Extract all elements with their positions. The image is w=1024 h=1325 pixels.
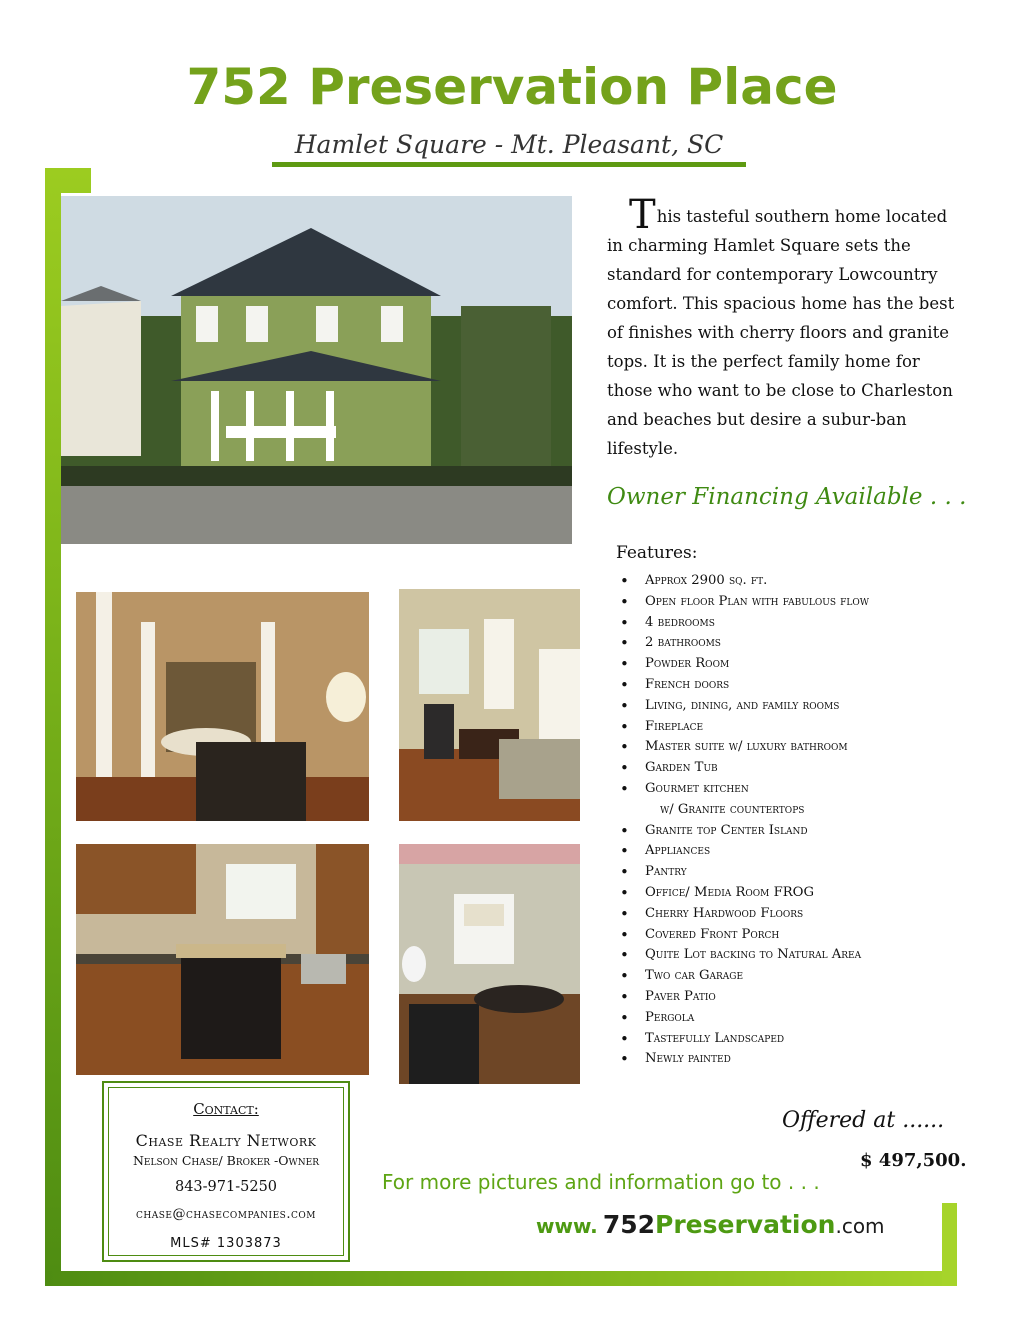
website-name: Preservation [655,1210,836,1239]
feature-subitem: w/ Granite countertops [660,801,805,817]
page-subtitle: Hamlet Square - Mt. Pleasant, SC [294,130,724,159]
feature-item: • Covered Front Porch [620,925,920,946]
house-exterior-photo [61,196,572,544]
feature-item: • Pergola [620,1008,920,1029]
features-list [620,571,920,1070]
house-exterior-illustration [61,196,572,544]
feature-item: • Two car Garage [620,966,920,987]
feature-item: • Open floor Plan with fabulous flow [620,592,920,613]
contact-box [102,1081,350,1262]
website-link[interactable] [536,1210,885,1239]
feature-item: • Pantry [620,862,920,883]
feature-item: • Approx 2900 sq. ft. [620,571,920,592]
kitchen-illustration [76,844,369,1075]
dropcap-letter: T [629,192,656,238]
feature-item: • Master suite w/ luxury bathroom [620,737,920,758]
website-prefix: www. [536,1214,598,1238]
feature-item: • Fireplace [620,717,920,738]
contact-email[interactable]: chase@chasecompanies.com [136,1207,316,1222]
offered-at-label: Offered at ...... [782,1108,945,1133]
features-heading: Features: [616,543,698,563]
family-room-illustration [399,844,580,1084]
contact-box-inner-border [108,1087,344,1256]
owner-financing-note: Owner Financing Available . . . [607,484,967,510]
contact-phone[interactable]: 843-971-5250 [174,1179,278,1195]
contact-label: Contact: [193,1100,259,1118]
more-info-text: For more pictures and information go to . . . [382,1170,820,1194]
mls-number: MLS# 1303873 [170,1236,282,1251]
feature-item: • Powder Room [620,654,920,675]
contact-company: Chase Realty Network [135,1131,317,1150]
property-description [607,192,967,463]
frame-bottom-bar [45,1271,957,1286]
living-room-photo [399,589,580,821]
feature-item: • Appliances [620,841,920,862]
feature-item: • Garden Tub [620,758,920,779]
frame-right-stub [942,1203,957,1286]
feature-item: • Newly painted [620,1049,920,1070]
feature-item: • Granite top Center Island [620,821,920,842]
feature-item: • Cherry Hardwood Floors [620,904,920,925]
feature-item: • Gourmet kitchen [620,779,920,800]
subtitle-underline [272,162,746,167]
feature-item: • Paver Patio [620,987,920,1008]
living-room-illustration [399,589,580,821]
website-number: 752 [602,1210,656,1239]
kitchen-photo [76,844,369,1075]
page-title: 752 Preservation Place [186,58,838,116]
family-room-photo [399,844,580,1084]
feature-item: • Office/ Media Room FROG [620,883,920,904]
price-value: $ 497,500. [860,1150,967,1171]
website-suffix: .com [835,1214,885,1238]
feature-item: • 2 bathrooms [620,633,920,654]
feature-item: • French doors [620,675,920,696]
feature-item: • Living, dining, and family rooms [620,696,920,717]
feature-item: • Quite Lot backing to Natural Area [620,945,920,966]
dining-room-illustration [76,592,369,821]
description-text: his tasteful southern home located in charming Hamlet Square sets the standard for contemporary Lowcountry comfort. This spacious home has the best of finishes with cherry floors and granite tops. It is the perfect family home for those who want to be close to Charleston and beaches but desire a subur-ban lifestyle. [607,207,955,458]
feature-item: • 4 bedrooms [620,613,920,634]
contact-person: Nelson Chase/ Broker -Owner [132,1153,320,1168]
feature-item: • Tastefully Landscaped [620,1029,920,1050]
dining-room-photo [76,592,369,821]
